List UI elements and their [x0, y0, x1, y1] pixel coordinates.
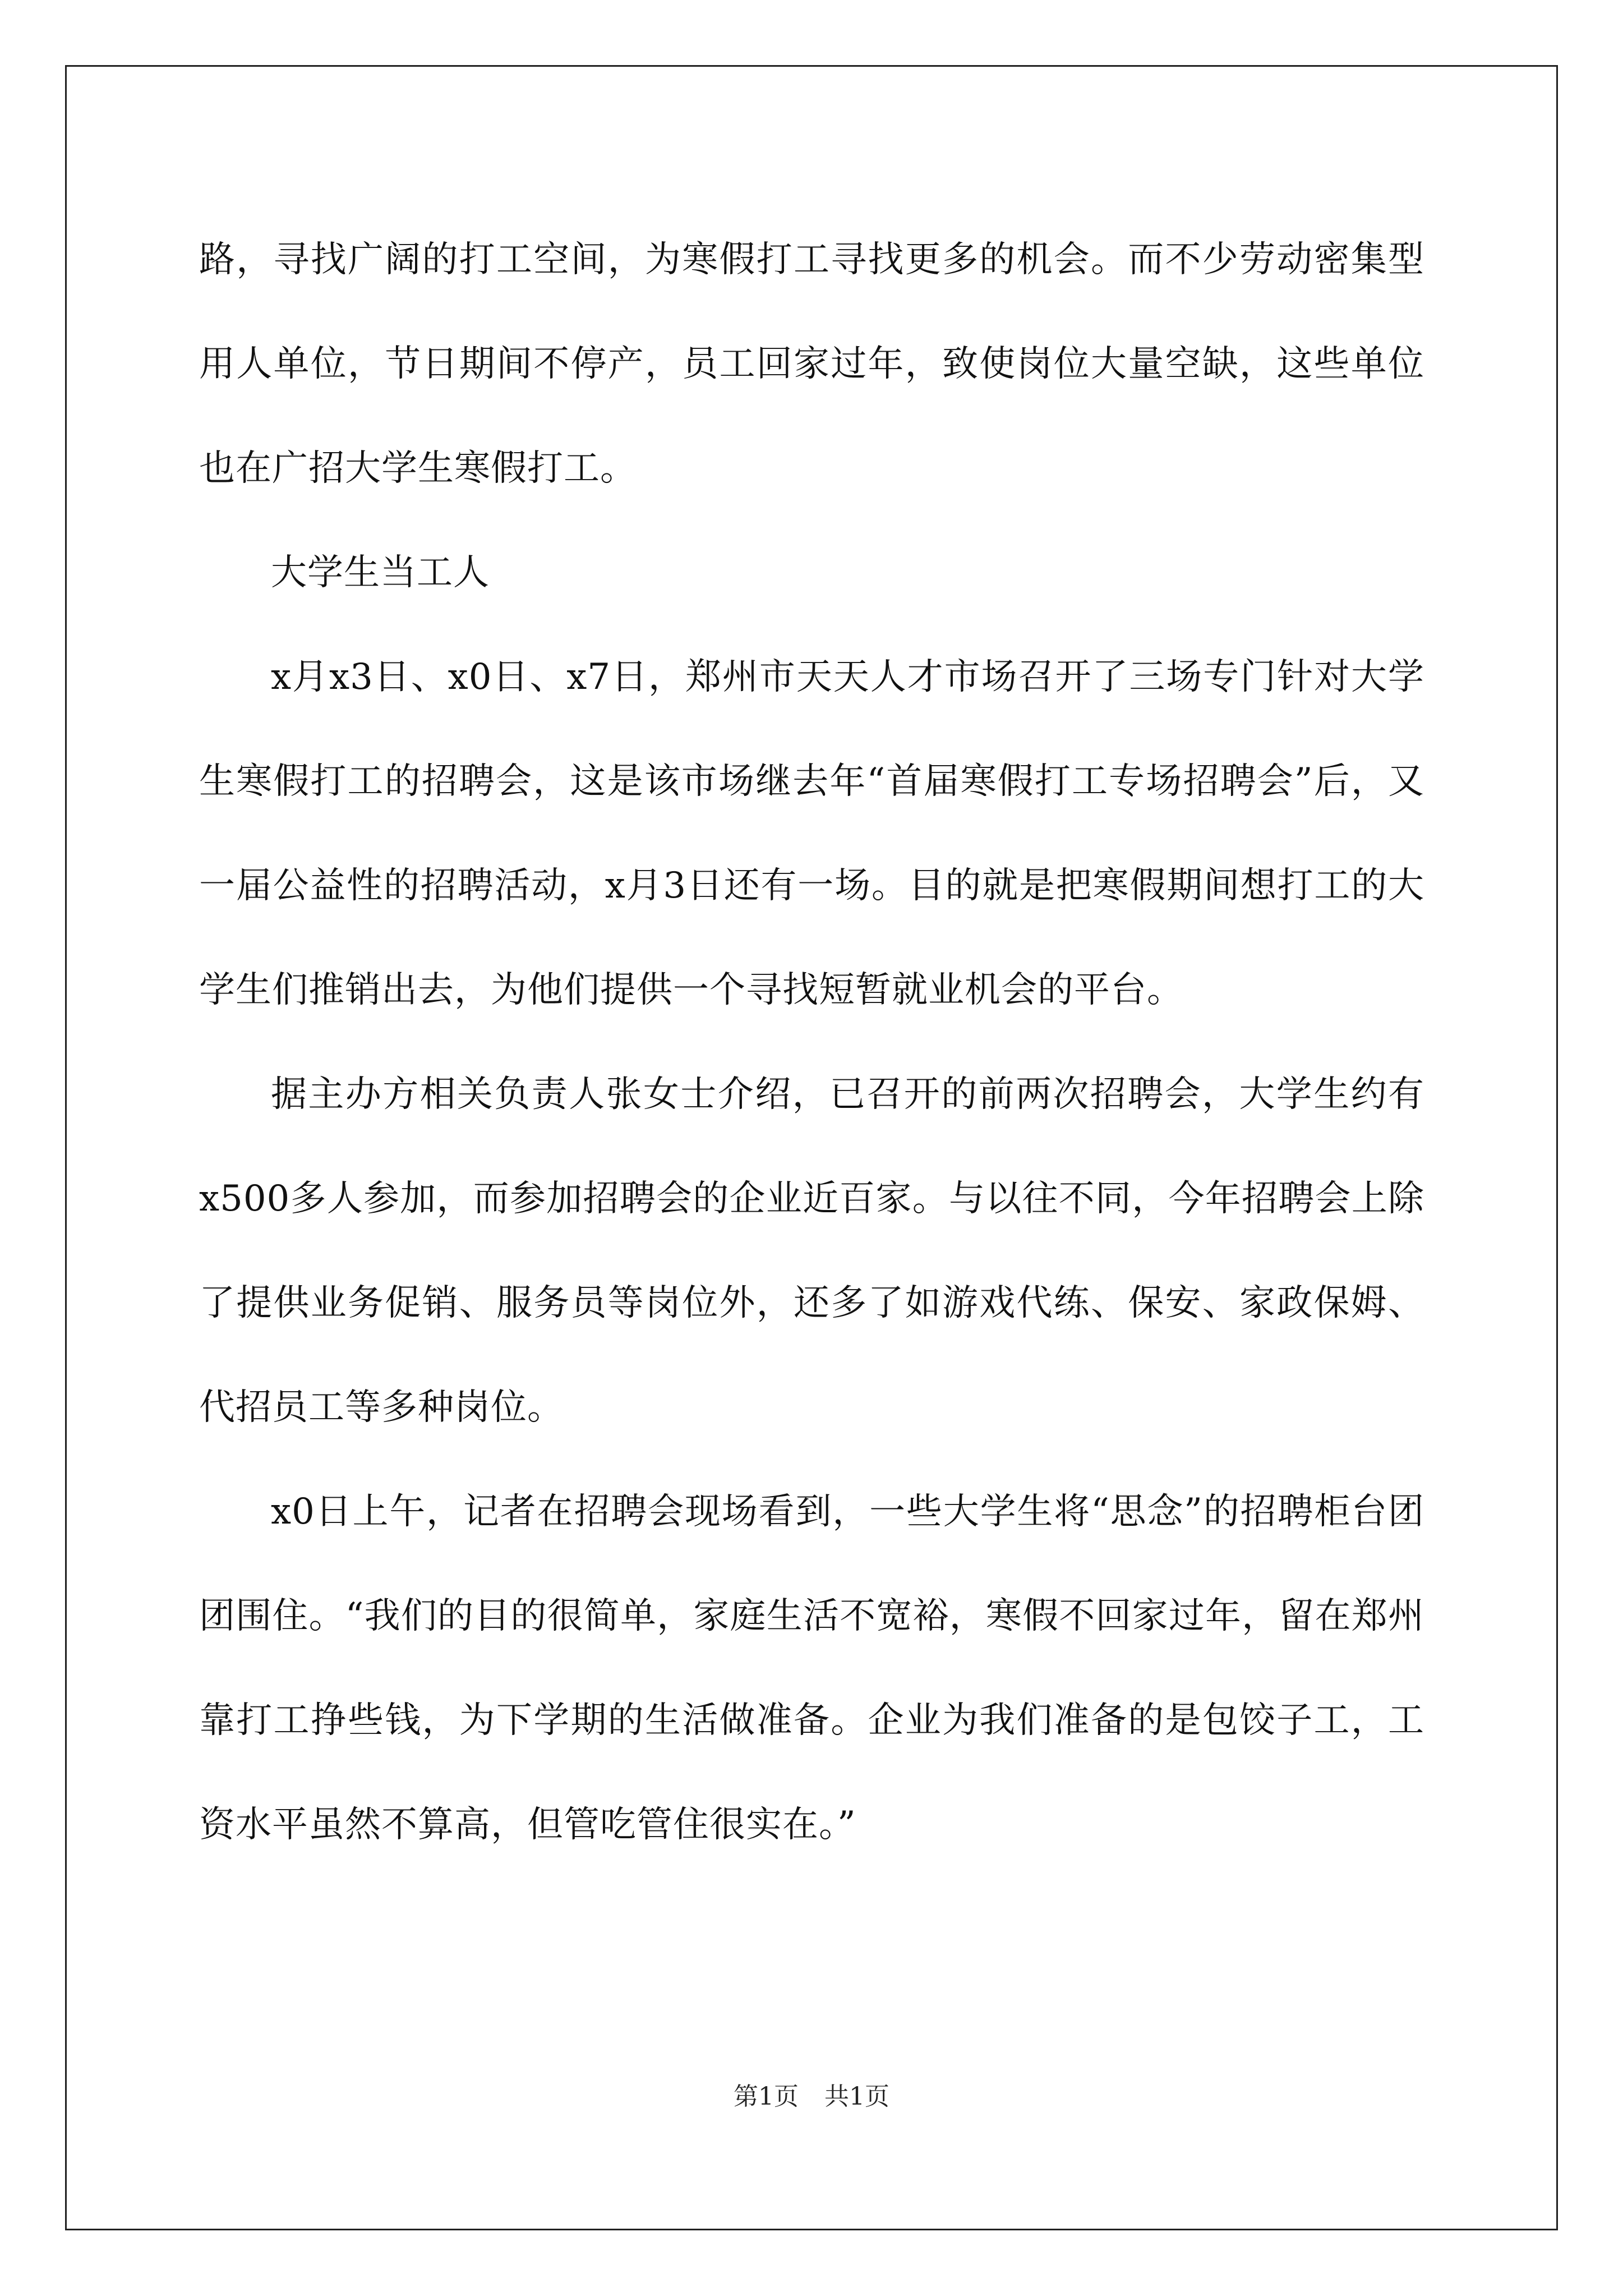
- paragraph-continuation: 路，寻找广阔的打工空间，为寒假打工寻找更多的机会。而不少劳动密集型用人单位，节日期间不停产，员工回家过年，致使岗位大量空缺，这些单位也在广招大学生寒假打工。: [199, 239, 1424, 489]
- document-body: [199, 208, 1424, 1877]
- paragraph: 据主办方相关负责人张女士介绍，已召开的前两次招聘会，大学生约有x500多人参加，而参加招聘会的企业近百家。与以往不同，今年招聘会上除了提供业务促销、服务员等岗位外，还多了如游戏代练、保安、家政保姆、代招员工等多种岗位。: [199, 1074, 1424, 1428]
- paragraph: x月x3日、x0日、x7日，郑州市天天人才市场召开了三场专门针对大学生寒假打工的招聘会，这是该市场继去年“首届寒假打工专场招聘会”后，又一届公益性的招聘活动，x月3日还有一场。目的就是把寒假期间想打工的大学生们推销出去，为他们提供一个寻找短暂就业机会的平台。: [199, 656, 1424, 1011]
- page-number: 第1页: [734, 2082, 799, 2111]
- page-footer: [0, 2080, 1623, 2114]
- page-total: 共1页: [824, 2082, 889, 2111]
- paragraph: x0日上午，记者在招聘会现场看到，一些大学生将“思念”的招聘柜台团团围住。“我们的目的很简单，家庭生活不宽裕，寒假不回家过年，留在郑州靠打工挣些钱，为下学期的生活做准备。企业为我们准备的是包饺子工，工资水平虽然不算高，但管吃管住很实在。”: [199, 1491, 1424, 1846]
- section-heading: 大学生当工人: [271, 552, 490, 593]
